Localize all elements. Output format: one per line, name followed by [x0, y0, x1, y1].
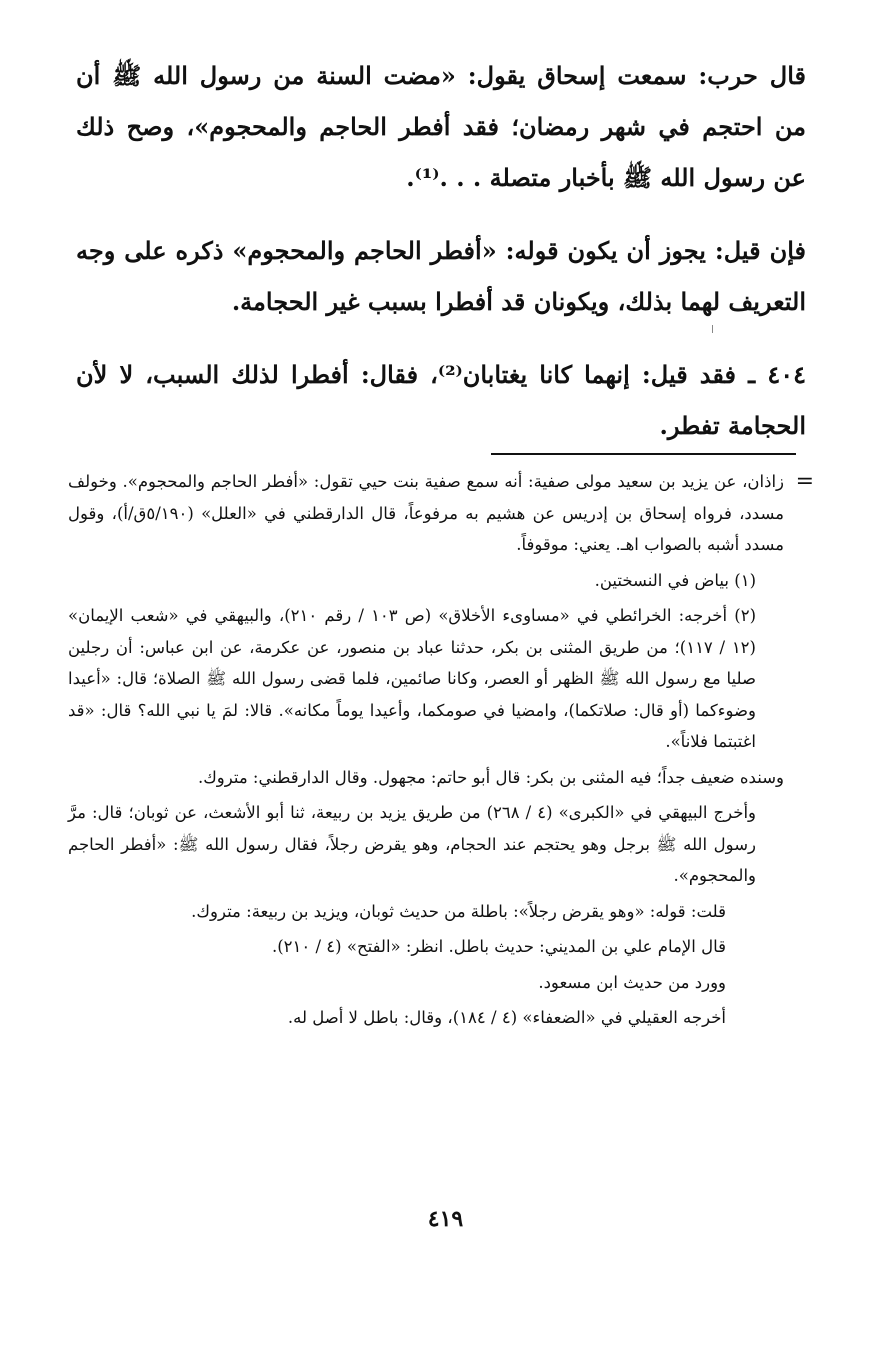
paragraph-number: ٤٠٤ ـ: [748, 360, 806, 389]
main-text: [76, 50, 806, 451]
footnote-qultu: قلت: قوله: «وهو يقرض رجلاً»: باطلة من حديث ثوبان، ويزيد بن ربيعة: متروك.: [191, 901, 726, 921]
main-paragraph-3-text: فقد قيل: إنهما كانا يغتابان⁽²⁾، فقال: أفطرا لذلك السبب، لا لأن الحجامة تفطر.: [76, 360, 806, 440]
footnote-continuation: [68, 466, 814, 561]
footnote-sanad: وسنده ضعيف جداً؛ فيه المثنى بن بكر: قال أبو حاتم: مجهول. وقال الدارقطني: متروك.: [197, 767, 784, 787]
footnote-1: (١) بياض في النسختين.: [594, 570, 756, 590]
footnote-madini: قال الإمام علي بن المديني: حديث باطل. انظر: «الفتح» (٤ / ٢١٠).: [271, 937, 726, 956]
continuation-mark: =: [795, 469, 814, 494]
page-number: ٤١٩: [427, 1206, 464, 1232]
scan-mark: [712, 325, 713, 333]
main-paragraph-3: [76, 349, 806, 451]
main-paragraph-1: قال حرب: سمعت إسحاق يقول: «مضت السنة من رسول الله ﷺ أن من احتجم في شهر رمضان؛ فقد أفطر الحاجم والمحجوم»، وصح ذلك عن رسول الله ﷺ بأخبار متصلة . . .⁽¹⁾.: [76, 61, 806, 192]
footnote-bayhaqi: وأخرج البيهقي في «الكبرى» (٤ / ٢٦٨) من طريق يزيد بن ربيعة، ثنا أبو الأشعث، عن ثوبان؛ قال: مرَّ رسول الله ﷺ برجل وهو يحتجم عند الحجام، وهو يقرض رجلاً، فقال رسول الله ﷺ: «أفطر الحاجم والمحجوم».: [68, 803, 756, 885]
footnotes: [68, 466, 814, 1034]
footnote-2: (٢) أخرجه: الخرائطي في «مساوىء الأخلاق» (ص ١٠٣ / رقم ٢١٠)، والبيهقي في «شعب الإيمان» (١٢ / ١١٧)؛ من طريق المثنى بن بكر، حدثنا عباد بن منصور، عن عكرمة، عن ابن عباس: أن رجلين صليا مع رسول الله ﷺ الظهر أو العصر، وكانا صائمين، فلما قضى رسول الله ﷺ الصلاة؛ قال: «أعيدا وضوءكما (أو قال: صلاتكما)، وامضيا في صومكما، وأعيدا يوماً مكانه». قالا: لمَ يا نبي الله؟ قال: «قد اغتبتما فلاناً».: [68, 606, 756, 751]
footnote-separator: [491, 453, 796, 455]
footnote-uqayli: أخرجه العقيلي في «الضعفاء» (٤ / ١٨٤)، وقال: باطل لا أصل له.: [287, 1008, 726, 1027]
footnote-continuation-text: زاذان، عن يزيد بن سعيد مولى صفية: أنه سمع صفية بنت حيي تقول: «أفطر الحاجم والمحجوم». وخولف مسدد، فرواه إسحاق بن إدريس عن هشيم به مرفوعاً، قال الدارقطني في «العلل» (٥/١٩٠ق/أ)، وقول مسدد أشبه بالصواب اهـ. يعني: موقوفاً.: [68, 472, 784, 554]
main-paragraph-2: فإن قيل: يجوز أن يكون قوله: «أفطر الحاجم والمحجوم» ذكره على وجه التعريف لهما بذلك، ويكونان قد أفطرا بسبب غير الحجامة.: [76, 236, 806, 316]
footnote-warada: وورد من حديث ابن مسعود.: [538, 972, 726, 992]
